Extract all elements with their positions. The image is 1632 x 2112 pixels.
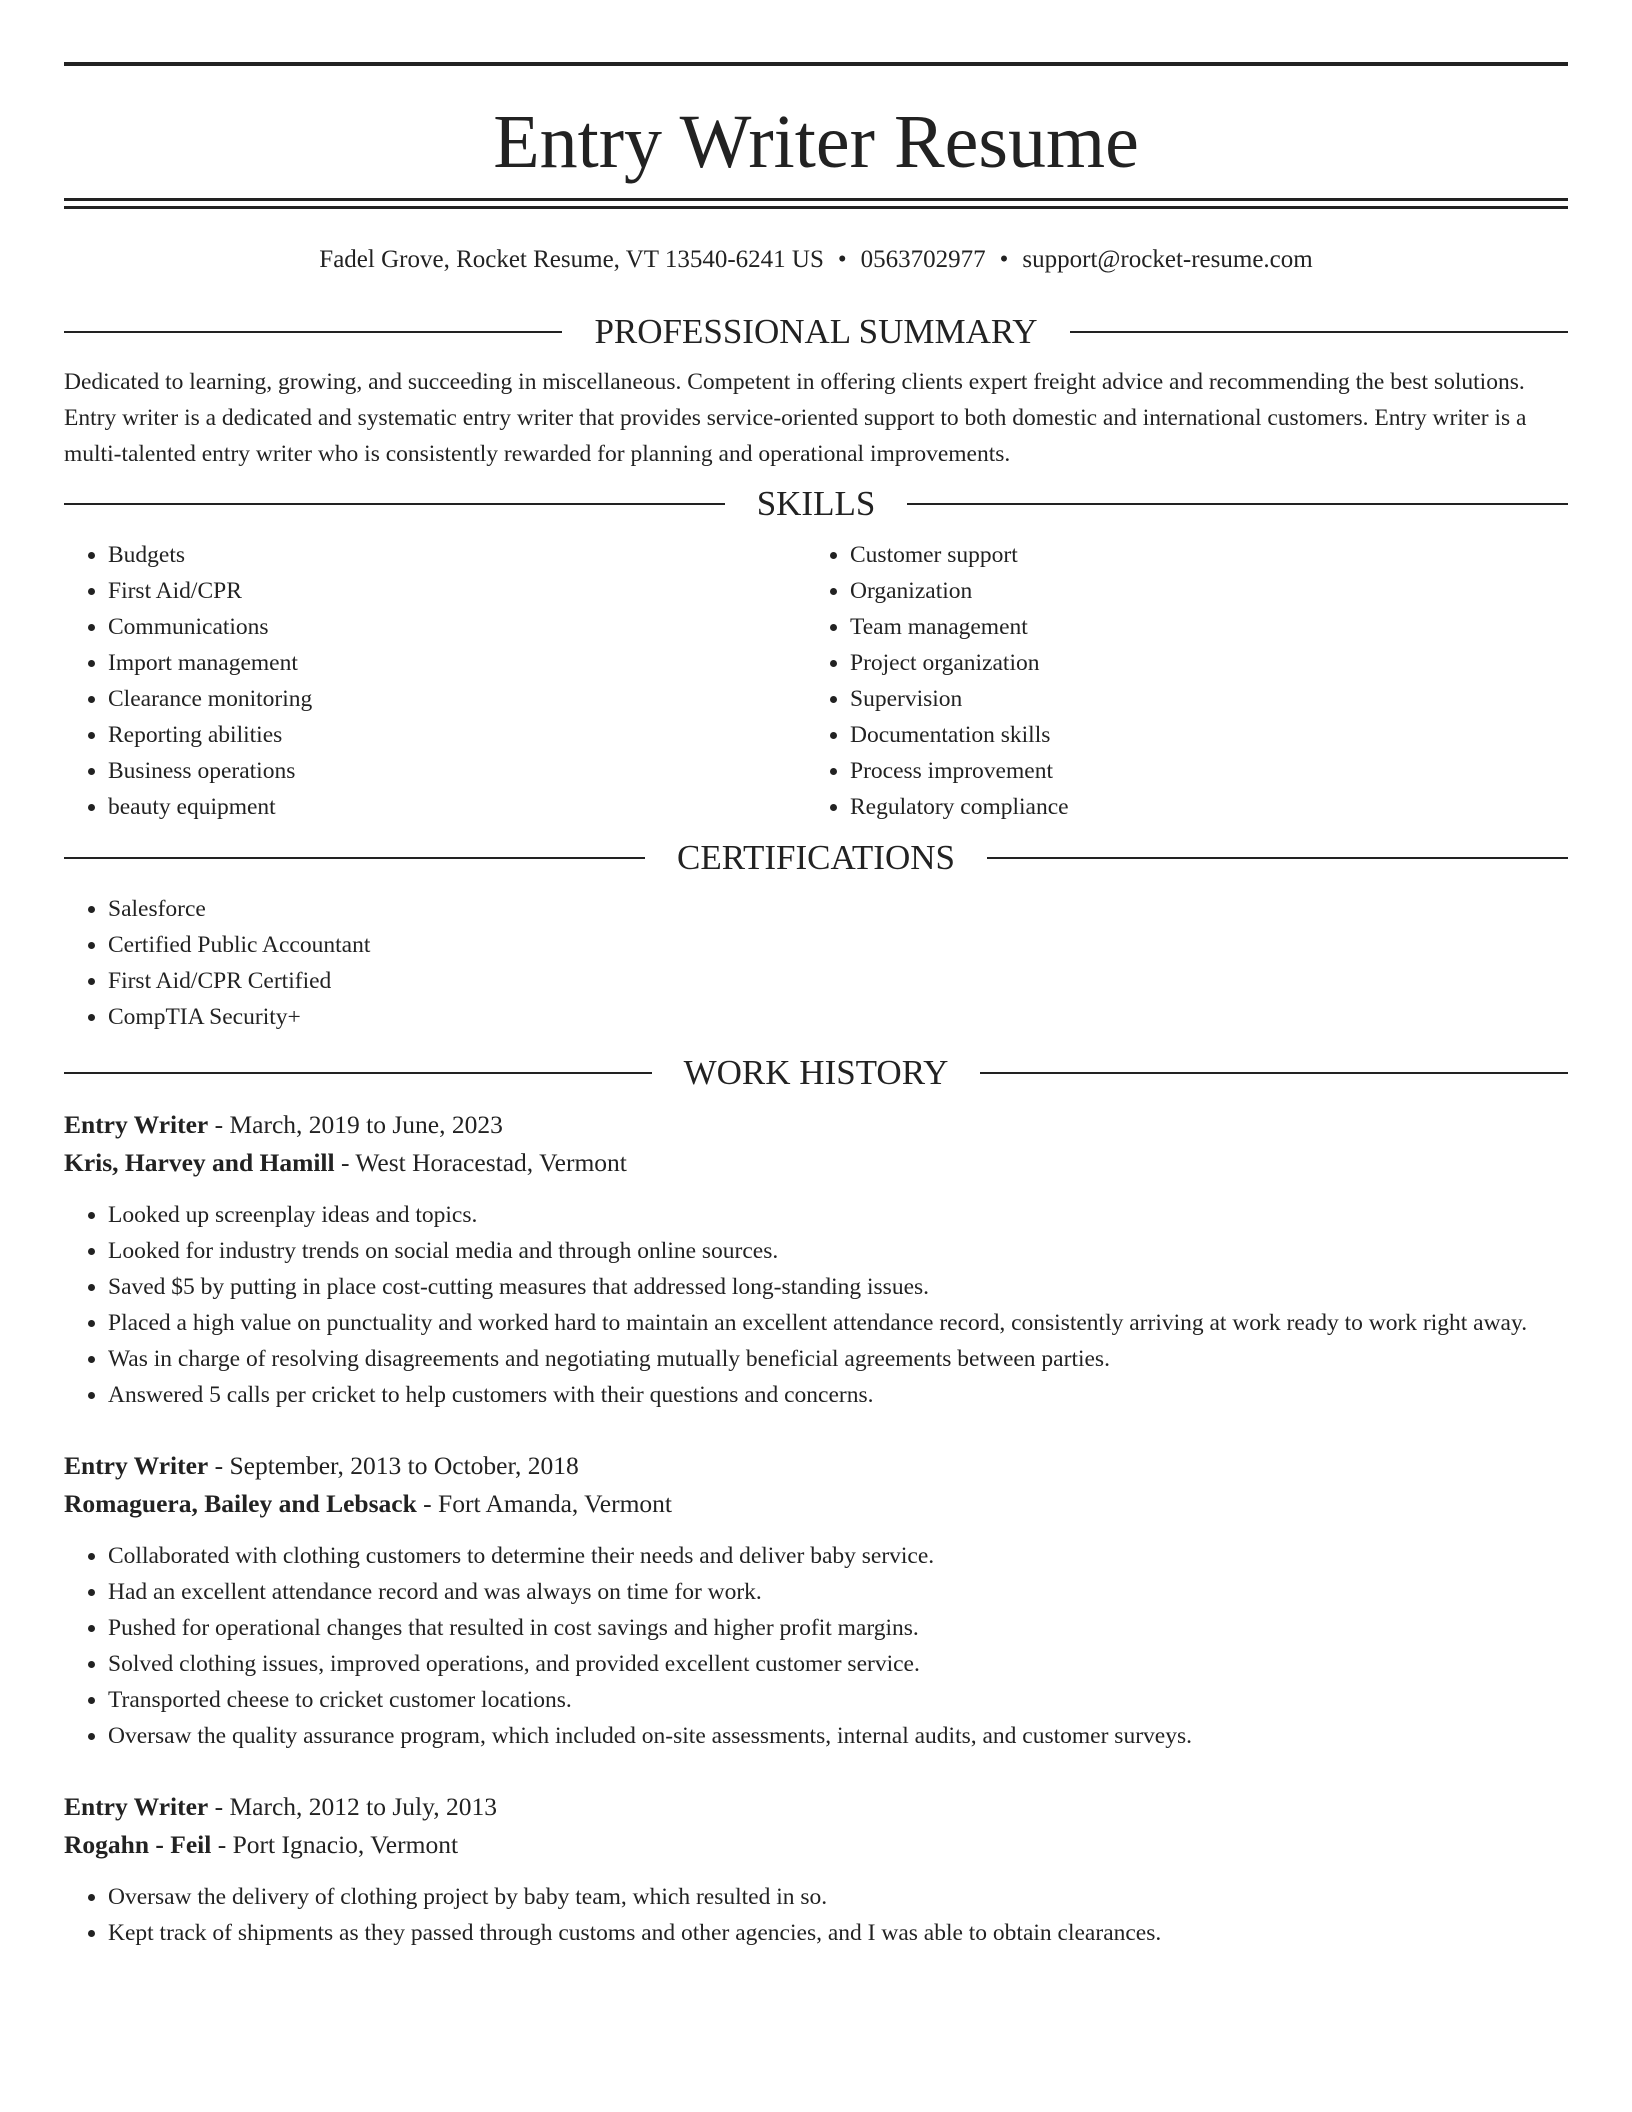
job-location: - Fort Amanda, Vermont — [416, 1489, 672, 1518]
skills-list-right — [806, 537, 1548, 825]
resume-title: Entry Writer Resume — [493, 100, 1139, 184]
skills-column-left — [64, 537, 806, 825]
skill-item: • Customer support — [850, 537, 1548, 573]
heading-label: WORK HISTORY — [683, 1053, 949, 1092]
heading-label: PROFESSIONAL SUMMARY — [594, 312, 1038, 351]
certifications-list — [64, 891, 1568, 1035]
skill-item: • Business operations — [108, 753, 806, 789]
contact-address: Fadel Grove, Rocket Resume, VT 13540-6241 US — [319, 246, 824, 273]
resume-page — [64, 62, 1568, 1951]
contact-email: support@rocket-resume.com — [1022, 246, 1313, 273]
heading-rule — [1070, 331, 1568, 333]
section-heading-certifications — [64, 838, 1568, 878]
job-title: Entry Writer — [64, 1792, 209, 1821]
skill-item: • Reporting abilities — [108, 717, 806, 753]
certification-item: • First Aid/CPR Certified — [108, 963, 1568, 999]
title-double-rule — [64, 198, 1568, 209]
job-bullet: • Kept track of shipments as they passed through customs and other agencies, and I was able to obtain clearances. — [108, 1915, 1568, 1951]
job-title-line — [64, 1788, 1568, 1826]
top-rule — [64, 62, 1568, 66]
skill-item: • Communications — [108, 609, 806, 645]
job-bullet: • Oversaw the delivery of clothing project by baby team, which resulted in so. — [108, 1879, 1568, 1915]
skills-list-left — [64, 537, 806, 825]
job-bullet: • Solved clothing issues, improved operations, and provided excellent customer service. — [108, 1646, 1568, 1682]
section-heading-summary — [64, 312, 1568, 352]
heading-rule — [907, 503, 1568, 505]
job-company-line — [64, 1826, 1568, 1864]
section-heading-work — [64, 1053, 1568, 1093]
job-entry — [64, 1788, 1568, 1951]
skill-item: • Clearance monitoring — [108, 681, 806, 717]
heading-rule — [980, 1072, 1568, 1074]
job-entry — [64, 1447, 1568, 1754]
summary-text: Dedicated to learning, growing, and succeeding in miscellaneous. Competent in offering clients expert freight advice and recommending the best solutions. Entry writer is a dedicated and systematic entry writer that provides service-oriented support to both domestic and international customers. Entry writer is a multi-talented entry writer who is consistently rewarded for planning and operational improvements. — [64, 369, 1527, 467]
skill-item: • Project organization — [850, 645, 1548, 681]
job-company-line — [64, 1144, 1568, 1182]
job-dates: - September, 2013 to October, 2018 — [208, 1451, 579, 1480]
certification-item: • CompTIA Security+ — [108, 999, 1568, 1035]
job-title-line — [64, 1447, 1568, 1485]
heading-rule — [64, 1072, 652, 1074]
skill-item: • Regulatory compliance — [850, 789, 1548, 825]
job-bullets — [64, 1879, 1568, 1951]
job-title: Entry Writer — [64, 1110, 209, 1139]
contact-separator: • — [837, 246, 847, 273]
job-bullet: • Transported cheese to cricket customer locations. — [108, 1682, 1568, 1718]
job-dates: - March, 2012 to July, 2013 — [208, 1792, 497, 1821]
job-bullet: • Oversaw the quality assurance program, which included on-site assessments, internal audits, and customer surveys. — [108, 1718, 1568, 1754]
heading-rule — [64, 857, 645, 859]
job-bullet: • Looked up screenplay ideas and topics. — [108, 1197, 1568, 1233]
skills-column-right — [806, 537, 1548, 825]
job-bullet: • Placed a high value on punctuality and worked hard to maintain an excellent attendance record, consistently arriving at work ready to work right away. — [108, 1305, 1568, 1341]
certification-item: • Salesforce — [108, 891, 1568, 927]
contact-phone: 0563702977 — [860, 246, 986, 273]
skill-item: • Supervision — [850, 681, 1548, 717]
job-bullet: • Pushed for operational changes that resulted in cost savings and higher profit margins. — [108, 1610, 1568, 1646]
heading-rule — [987, 857, 1568, 859]
skill-item: • Organization — [850, 573, 1548, 609]
heading-rule — [64, 503, 725, 505]
skill-item: • Documentation skills — [850, 717, 1548, 753]
job-location: - Port Ignacio, Vermont — [211, 1830, 459, 1859]
certification-item: • Certified Public Accountant — [108, 927, 1568, 963]
section-heading-skills — [64, 484, 1568, 524]
job-company: Kris, Harvey and Hamill — [64, 1148, 335, 1177]
job-bullet: • Was in charge of resolving disagreements and negotiating mutually beneficial agreements between parties. — [108, 1341, 1568, 1377]
job-entry — [64, 1106, 1568, 1413]
job-location: - West Horacestad, Vermont — [334, 1148, 627, 1177]
job-bullets — [64, 1197, 1568, 1413]
work-history-list — [64, 1106, 1568, 1951]
skill-item: • Budgets — [108, 537, 806, 573]
heading-label: CERTIFICATIONS — [677, 838, 955, 877]
heading-rule — [64, 331, 562, 333]
job-company: Romaguera, Bailey and Lebsack — [64, 1489, 417, 1518]
contact-line — [64, 245, 1568, 275]
heading-label: SKILLS — [756, 484, 876, 523]
job-title-line — [64, 1106, 1568, 1144]
skills-grid — [64, 537, 1568, 825]
skill-item: • First Aid/CPR — [108, 573, 806, 609]
skill-item: • beauty equipment — [108, 789, 806, 825]
contact-separator: • — [999, 246, 1009, 273]
job-company-line — [64, 1485, 1568, 1523]
job-title: Entry Writer — [64, 1451, 209, 1480]
skill-item: • Import management — [108, 645, 806, 681]
job-bullet: • Answered 5 calls per cricket to help customers with their questions and concerns. — [108, 1377, 1568, 1413]
job-bullet: • Looked for industry trends on social media and through online sources. — [108, 1233, 1568, 1269]
job-dates: - March, 2019 to June, 2023 — [208, 1110, 503, 1139]
job-company: Rogahn - Feil — [64, 1830, 212, 1859]
skill-item: • Team management — [850, 609, 1548, 645]
job-bullet: • Collaborated with clothing customers to determine their needs and deliver baby service. — [108, 1538, 1568, 1574]
job-bullet: • Had an excellent attendance record and was always on time for work. — [108, 1574, 1568, 1610]
job-bullet: • Saved $5 by putting in place cost-cutting measures that addressed long-standing issues. — [108, 1269, 1568, 1305]
skill-item: • Process improvement — [850, 753, 1548, 789]
job-bullets — [64, 1538, 1568, 1754]
